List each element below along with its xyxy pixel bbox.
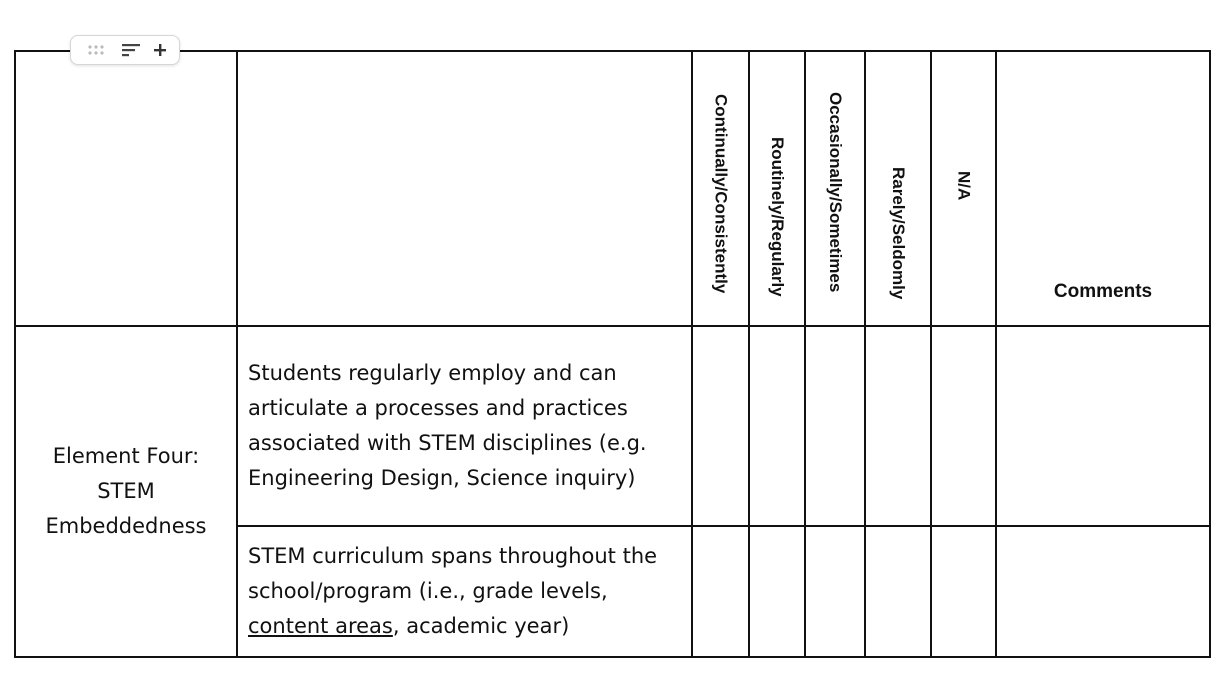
header-row: [15, 51, 1210, 326]
description-cell[interactable]: [237, 526, 692, 657]
header-rarely[interactable]: [865, 51, 931, 326]
rating-cell-occasionally[interactable]: [805, 526, 865, 657]
header-occasionally-label: Occasionally/Sometimes: [826, 92, 845, 293]
element-label-line3: Embeddedness: [45, 514, 207, 538]
table-toolbar: [70, 35, 180, 65]
header-continually-label: Continually/Consistently: [711, 93, 731, 294]
rating-cell-continually[interactable]: [692, 526, 749, 657]
header-na-label: N/A: [954, 170, 974, 201]
header-cell-element[interactable]: [15, 51, 237, 326]
drag-handle-icon[interactable]: [87, 44, 109, 56]
header-routinely[interactable]: [749, 51, 805, 326]
comments-cell[interactable]: [996, 326, 1210, 526]
content-areas-link[interactable]: content areas: [248, 614, 393, 638]
header-cell-description[interactable]: [237, 51, 692, 326]
header-routinely-label: Routinely/Regularly: [768, 136, 787, 297]
comments-cell[interactable]: [996, 526, 1210, 657]
header-continually[interactable]: [692, 51, 749, 326]
rating-cell-continually[interactable]: [692, 326, 749, 526]
description-cell[interactable]: Students regularly employ and can articulate a processes and practices associated with STEM disciplines (e.g. Engineering Design, Science inquiry): [237, 326, 692, 526]
plus-icon[interactable]: [153, 43, 167, 57]
header-rarely-label: Rarely/Seldomly: [889, 167, 908, 300]
rating-cell-rarely[interactable]: [865, 326, 931, 526]
header-comments[interactable]: Comments: [996, 51, 1210, 326]
description-text-end: , academic year): [392, 614, 570, 638]
header-na[interactable]: [931, 51, 996, 326]
rating-cell-routinely[interactable]: [749, 526, 805, 657]
description-text: STEM curriculum spans throughout the school/program (i.e., grade levels,: [248, 544, 658, 603]
rating-cell-na[interactable]: [931, 326, 996, 526]
element-cell[interactable]: [15, 326, 237, 657]
rating-cell-occasionally[interactable]: [805, 326, 865, 526]
table-row: [15, 326, 1210, 526]
rating-cell-routinely[interactable]: [749, 326, 805, 526]
header-occasionally[interactable]: [805, 51, 865, 326]
element-label-line1: Element Four:: [52, 444, 200, 468]
rating-cell-rarely[interactable]: [865, 526, 931, 657]
rating-cell-na[interactable]: [931, 526, 996, 657]
element-label-line2: STEM: [97, 479, 155, 503]
rubric-table: [14, 50, 1211, 658]
sort-lines-icon[interactable]: [121, 43, 141, 57]
